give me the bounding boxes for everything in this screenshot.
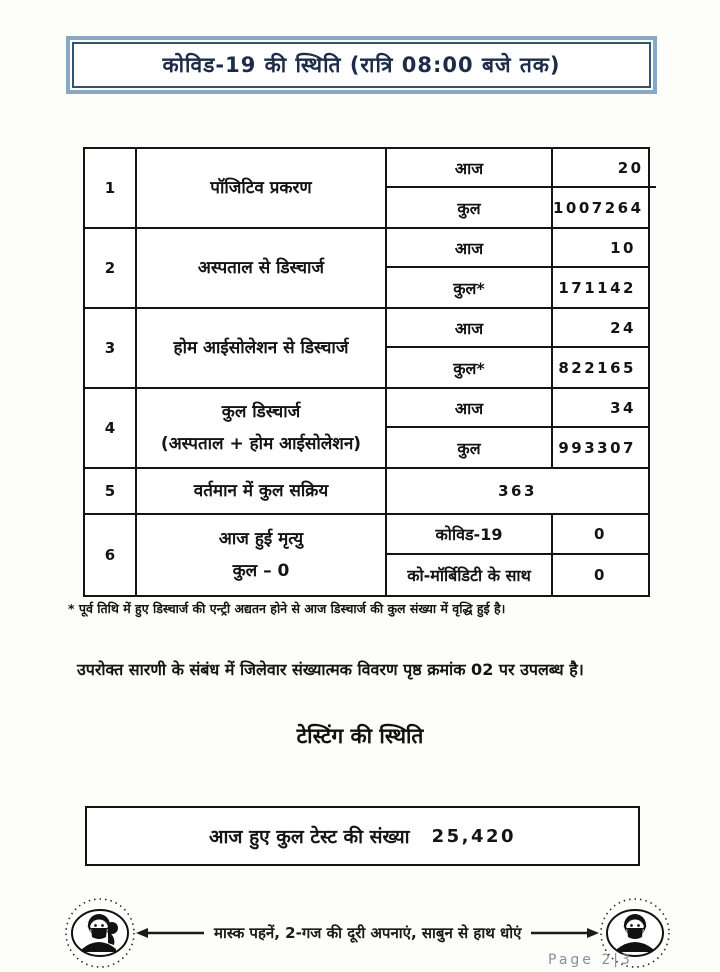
row-description-line1: कुल डिस्चार्ज — [221, 401, 301, 422]
row-description-line2: (अस्पताल + होम आईसोलेशन) — [160, 434, 362, 454]
sub-value: 822165 — [558, 358, 636, 377]
footer-message-group — [136, 923, 599, 943]
row-subcells — [387, 515, 648, 595]
sub-row — [387, 188, 656, 227]
row-description-text: वर्तमान में कुल सक्रिय — [193, 480, 329, 501]
title-banner — [66, 36, 657, 94]
table-row — [85, 515, 648, 595]
testing-total-box — [85, 806, 640, 866]
sub-row — [387, 149, 656, 188]
row-serial: 2 — [85, 229, 137, 307]
row-subcells — [387, 149, 656, 227]
sub-value: 34 — [610, 398, 636, 417]
sub-row — [387, 555, 648, 595]
testing-total-label: आज हुए कुल टेस्ट की संख्या — [208, 826, 410, 848]
sub-row — [387, 229, 648, 268]
row-description-text: पॉजिटिव प्रकरण — [210, 177, 312, 198]
page-number: Page 2|3 — [548, 952, 633, 968]
sub-label: को-मॉर्बिडिटी के साथ — [387, 555, 553, 595]
table-row — [85, 229, 648, 309]
sub-row — [387, 309, 648, 348]
row-serial: 1 — [85, 149, 137, 227]
sub-label: कुल — [387, 188, 553, 227]
row-description-line2: कुल – 0 — [232, 561, 290, 581]
sub-row — [387, 428, 648, 467]
district-detail-note: उपरोक्त सारणी के संबंध में जिलेवार संख्यात्मक विवरण पृष्ठ क्रमांक 02 पर उपलब्ध है। — [77, 660, 584, 679]
row-serial: 3 — [85, 309, 137, 387]
row-description-text: अस्पताल से डिस्चार्ज — [197, 257, 325, 278]
table-row — [85, 149, 648, 229]
sub-value: 0 — [594, 566, 607, 584]
merged-value: 363 — [498, 482, 537, 500]
sub-value: 20 — [617, 158, 644, 177]
masked-woman-icon — [64, 897, 136, 969]
title-banner-inner — [72, 42, 651, 88]
row-description-text: होम आईसोलेशन से डिस्चार्ज — [173, 337, 349, 358]
sub-label: आज — [387, 149, 553, 186]
left-arrow-icon — [136, 927, 204, 939]
sub-label: कोविड-19 — [387, 515, 553, 553]
sub-value: 1007264 — [553, 198, 644, 217]
testing-total-value: 25,420 — [431, 825, 517, 847]
table-row — [85, 389, 648, 469]
asterisk-footnote: * पूर्व तिथि में हुए डिस्चार्ज की एन्ट्री अद्यतन होने से आज डिस्चार्ज की कुल संख्या में वृद्धि हुई है। — [68, 601, 506, 616]
page-title: कोविड-19 की स्थिति (रात्रि 08:00 बजे तक) — [162, 53, 561, 77]
sub-label: कुल — [387, 428, 553, 467]
sub-value: 24 — [610, 318, 636, 337]
sub-value: 10 — [610, 238, 636, 257]
sub-label: कुल* — [387, 348, 553, 387]
row-subcells — [387, 229, 648, 307]
row-description — [137, 149, 387, 227]
sub-row — [387, 348, 648, 387]
sub-row — [387, 389, 648, 428]
sub-value: 0 — [594, 525, 607, 543]
row-description-line1: आज हुई मृत्यु — [218, 528, 304, 549]
row-serial: 4 — [85, 389, 137, 467]
row-description — [137, 309, 387, 387]
row-description — [137, 515, 387, 595]
sub-row — [387, 515, 648, 555]
sub-value: 171142 — [558, 278, 636, 297]
sub-label: आज — [387, 309, 553, 346]
covid-status-table — [83, 147, 650, 597]
row-description — [137, 229, 387, 307]
row-serial: 6 — [85, 515, 137, 595]
sub-label: आज — [387, 389, 553, 426]
row-subcells — [387, 389, 648, 467]
sub-label: कुल* — [387, 268, 553, 307]
row-description — [137, 469, 387, 513]
row-description — [137, 389, 387, 467]
sub-value: 993307 — [558, 438, 636, 457]
row-subcells — [387, 309, 648, 387]
sub-label: आज — [387, 229, 553, 266]
table-row — [85, 469, 648, 515]
testing-section-heading: टेस्टिंग की स्थिति — [296, 724, 424, 748]
sub-row — [387, 268, 648, 307]
footer-message: मास्क पहनें, 2-गज की दूरी अपनाएं, साबुन से हाथ धोएं — [214, 924, 522, 942]
row-serial: 5 — [85, 469, 137, 513]
table-row — [85, 309, 648, 389]
right-arrow-icon — [531, 927, 599, 939]
